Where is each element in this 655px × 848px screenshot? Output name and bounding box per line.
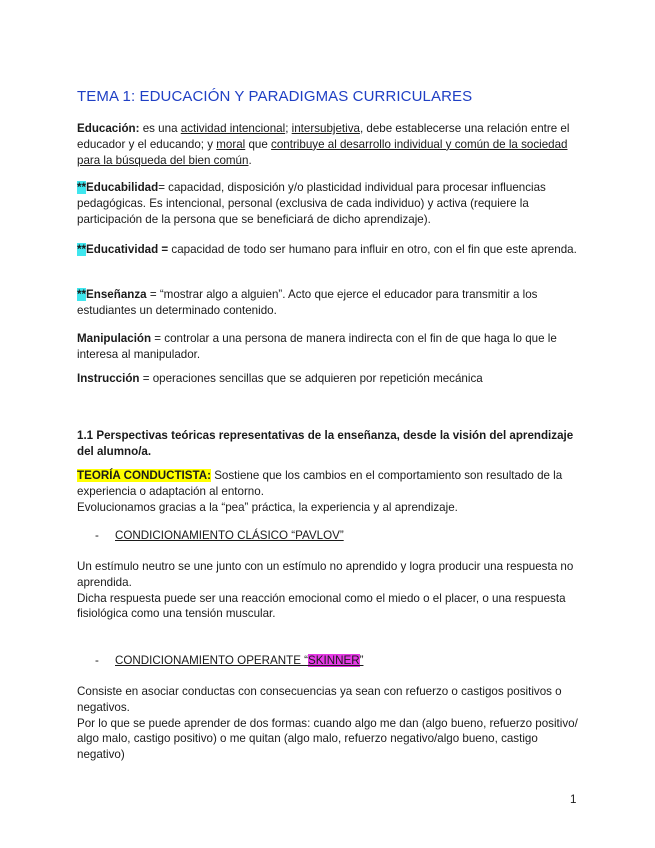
- text: Dicha respuesta puede ser una reacción emocional como el miedo o el placer, o una respuesta fisiológica como una tensión muscular.: [77, 591, 566, 621]
- text: es una: [139, 122, 181, 135]
- term-ensenanza: Enseñanza: [86, 288, 147, 301]
- text: = controlar a una persona de manera indirecta con el fin de que haga lo que le interesa al manipulador.: [77, 332, 557, 361]
- text: = “mostrar algo a alguien”. Acto que ejerce el educador para transmitir a los estudiantes un determinado contenido.: [77, 288, 538, 317]
- text: CONDICIONAMIENTO OPERANTE “: [115, 654, 309, 667]
- paragraph-instruccion: [77, 371, 582, 387]
- highlight-skinner: SKINNER: [308, 654, 360, 667]
- paragraph-educabilidad: [77, 180, 582, 227]
- paragraph-educacion: [77, 121, 582, 168]
- term-educabilidad: Educabilidad: [86, 181, 159, 194]
- paragraph-conductista: [77, 468, 582, 515]
- underlined-text: actividad intencional: [180, 122, 286, 135]
- bullet-item: [95, 653, 363, 669]
- text: ”: [359, 654, 364, 667]
- bullet-item: [95, 528, 344, 544]
- text: Por lo que se puede aprender de dos formas: cuando algo me dan (algo bueno, refuerzo positivo/ algo malo, castigo positivo) o me quitan (algo malo, refuerzo negativo/algo bueno, castigo negativo): [77, 716, 578, 762]
- text: Evolucionamos gracias a la “pea” práctica, la experiencia y al aprendizaje.: [77, 500, 458, 514]
- text: .: [248, 153, 252, 167]
- underlined-text: contribuye al desarrollo individual y común de la sociedad para la búsqueda del bien común: [77, 137, 568, 167]
- text: ;: [285, 122, 292, 135]
- text: = capacidad, disposición y/o plasticidad individual para procesar influencias pedagógicas. Es intencional, personal (exclusiva de cada individuo) y activa (requiere la participación de la persona que se beneficiará de dicho aprendizaje).: [77, 181, 546, 226]
- bullet-heading: CONDICIONAMIENTO CLÁSICO “PAVLOV”: [115, 529, 344, 542]
- text: capacidad de todo ser humano para influir en otro, con el fin que este aprenda.: [168, 243, 577, 256]
- term-educatividad: Educatividad =: [86, 243, 169, 256]
- highlight-mark: **: [77, 288, 87, 301]
- paragraph-pavlov: [77, 559, 582, 622]
- text: Sostiene que los cambios en el comportamiento son resultado de la experiencia o adaptación al entorno.: [77, 469, 563, 498]
- underlined-text: moral: [216, 137, 246, 151]
- term-manipulacion: Manipulación: [77, 332, 152, 345]
- text: = operaciones sencillas que se adquieren por repetición mecánica: [139, 372, 483, 385]
- section-heading: 1.1 Perspectivas teóricas representativas de la enseñanza, desde la visión del aprendizaje del alumno/a.: [77, 429, 574, 458]
- text: , debe establecerse una relación entre el educador y el educando; y: [77, 122, 570, 151]
- paragraph-educatividad: [77, 242, 582, 258]
- paragraph-skinner: [77, 684, 582, 763]
- bullet-heading: [115, 654, 363, 667]
- page-number: 1: [570, 793, 577, 806]
- bullet-dash: -: [95, 529, 99, 542]
- text: que: [245, 137, 272, 151]
- highlight-mark: **: [77, 181, 87, 194]
- paragraph-ensenanza: [77, 287, 582, 319]
- term-instruccion: Instrucción: [77, 372, 140, 385]
- document-title: TEMA 1: EDUCACIÓN Y PARADIGMAS CURRICULARES: [77, 88, 473, 105]
- term-educacion: Educación:: [77, 122, 140, 135]
- paragraph-manipulacion: [77, 331, 582, 363]
- text: Consiste en asociar conductas con consecuencias ya sean con refuerzo o castigos positivos o negativos.: [77, 685, 562, 714]
- bullet-dash: -: [95, 654, 99, 667]
- text: Un estímulo neutro se une junto con un estímulo no aprendido y logra producir una respuesta no aprendida.: [77, 560, 574, 589]
- term-teoria-conductista: TEORÍA CONDUCTISTA:: [77, 469, 211, 482]
- highlight-mark: **: [77, 243, 87, 256]
- underlined-text: intersubjetiva: [291, 122, 360, 135]
- conductista-line: [77, 468, 582, 500]
